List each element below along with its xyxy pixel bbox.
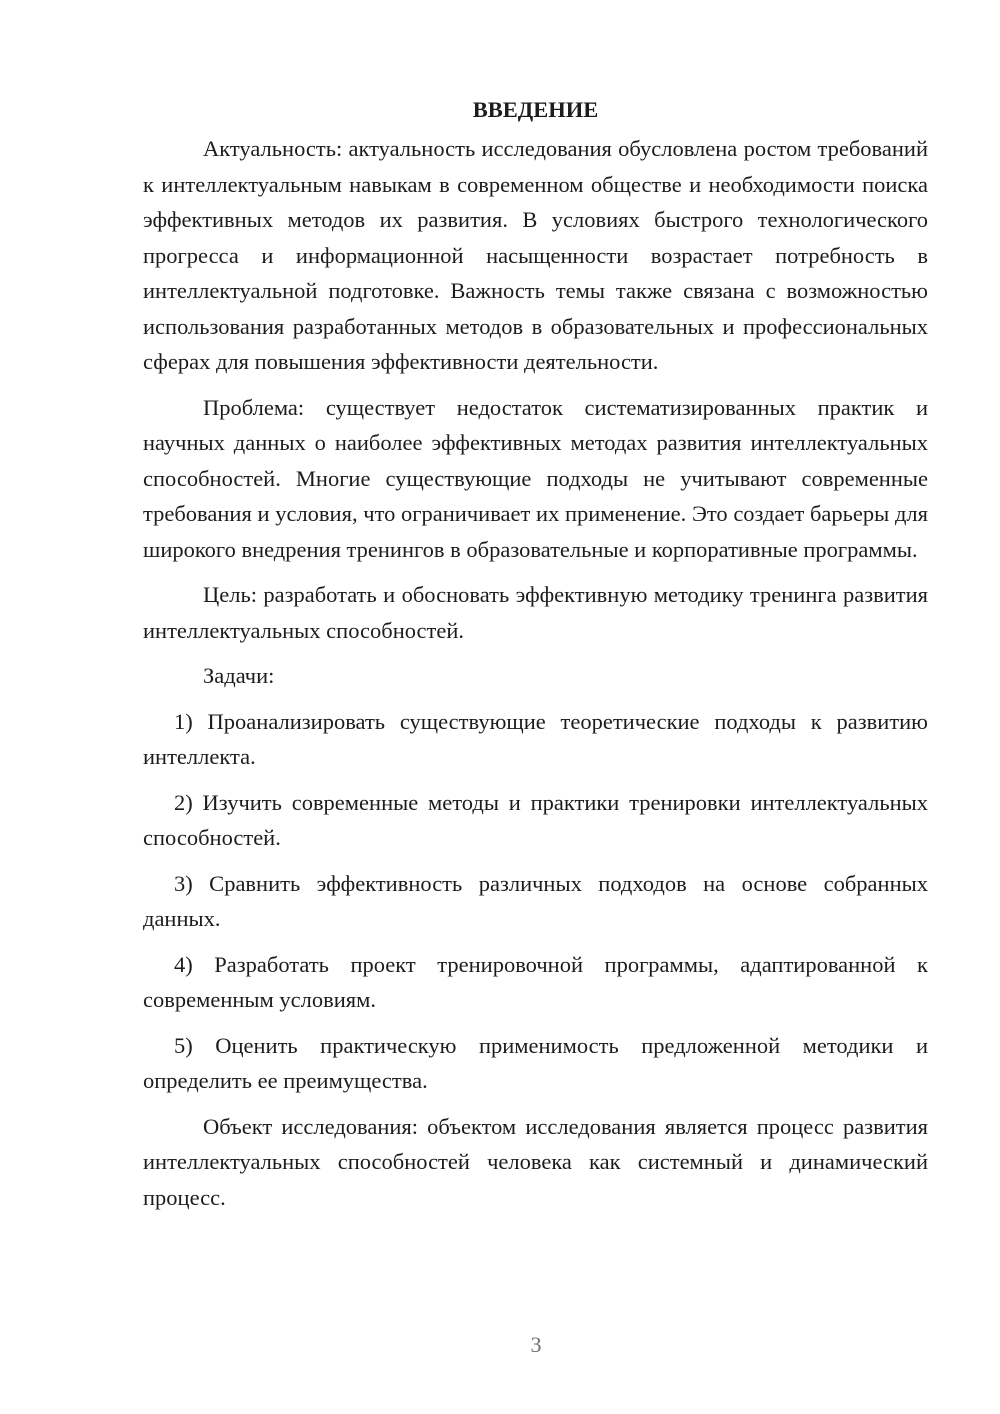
page-content bbox=[143, 92, 928, 1225]
goal-paragraph: Цель: разработать и обосновать эффективную методику тренинга развития интеллектуальных способностей. bbox=[143, 582, 928, 643]
page-title: ВВЕДЕНИЕ bbox=[472, 97, 599, 122]
task-item: 2) Изучить современные методы и практики тренировки интеллектуальных способностей. bbox=[143, 789, 928, 850]
relevance-paragraph: Актуальность: актуальность исследования обусловлена ростом требований к интеллектуальным навыкам в современном обществе и необходимости поиска эффективных методов их развития. В условиях быстрого технологического прогресса и информационной насыщенности возрастает потребность в интеллектуальной подготовке. Важность темы также связана с возможностью использования разработанных методов в образовательных и профессиональных сферах для повышения эффективности деятельности. bbox=[143, 136, 928, 374]
tasks-list bbox=[143, 704, 928, 1099]
page-number: 3 bbox=[530, 1332, 542, 1357]
task-item: 1) Проанализировать существующие теоретические подходы к развитию интеллекта. bbox=[143, 708, 928, 769]
task-item: 3) Сравнить эффективность различных подходов на основе собранных данных. bbox=[143, 870, 928, 931]
task-item: 4) Разработать проект тренировочной программы, адаптированной к современным условиям. bbox=[143, 951, 928, 1012]
tasks-label: Задачи: bbox=[203, 663, 275, 688]
problem-paragraph: Проблема: существует недостаток систематизированных практик и научных данных о наиболее эффективных методах развития интеллектуальных способностей. Многие существующие подходы не учитывают современные требования и условия, что ограничивает их применение. Это создает барьеры для широкого внедрения тренингов в образовательные и корпоративные программы. bbox=[143, 394, 928, 562]
task-item: 5) Оценить практическую применимость предложенной методики и определить ее преимущества. bbox=[143, 1032, 928, 1093]
object-paragraph: Объект исследования: объектом исследования является процесс развития интеллектуальных способностей человека как системный и динамический процесс. bbox=[143, 1113, 928, 1210]
